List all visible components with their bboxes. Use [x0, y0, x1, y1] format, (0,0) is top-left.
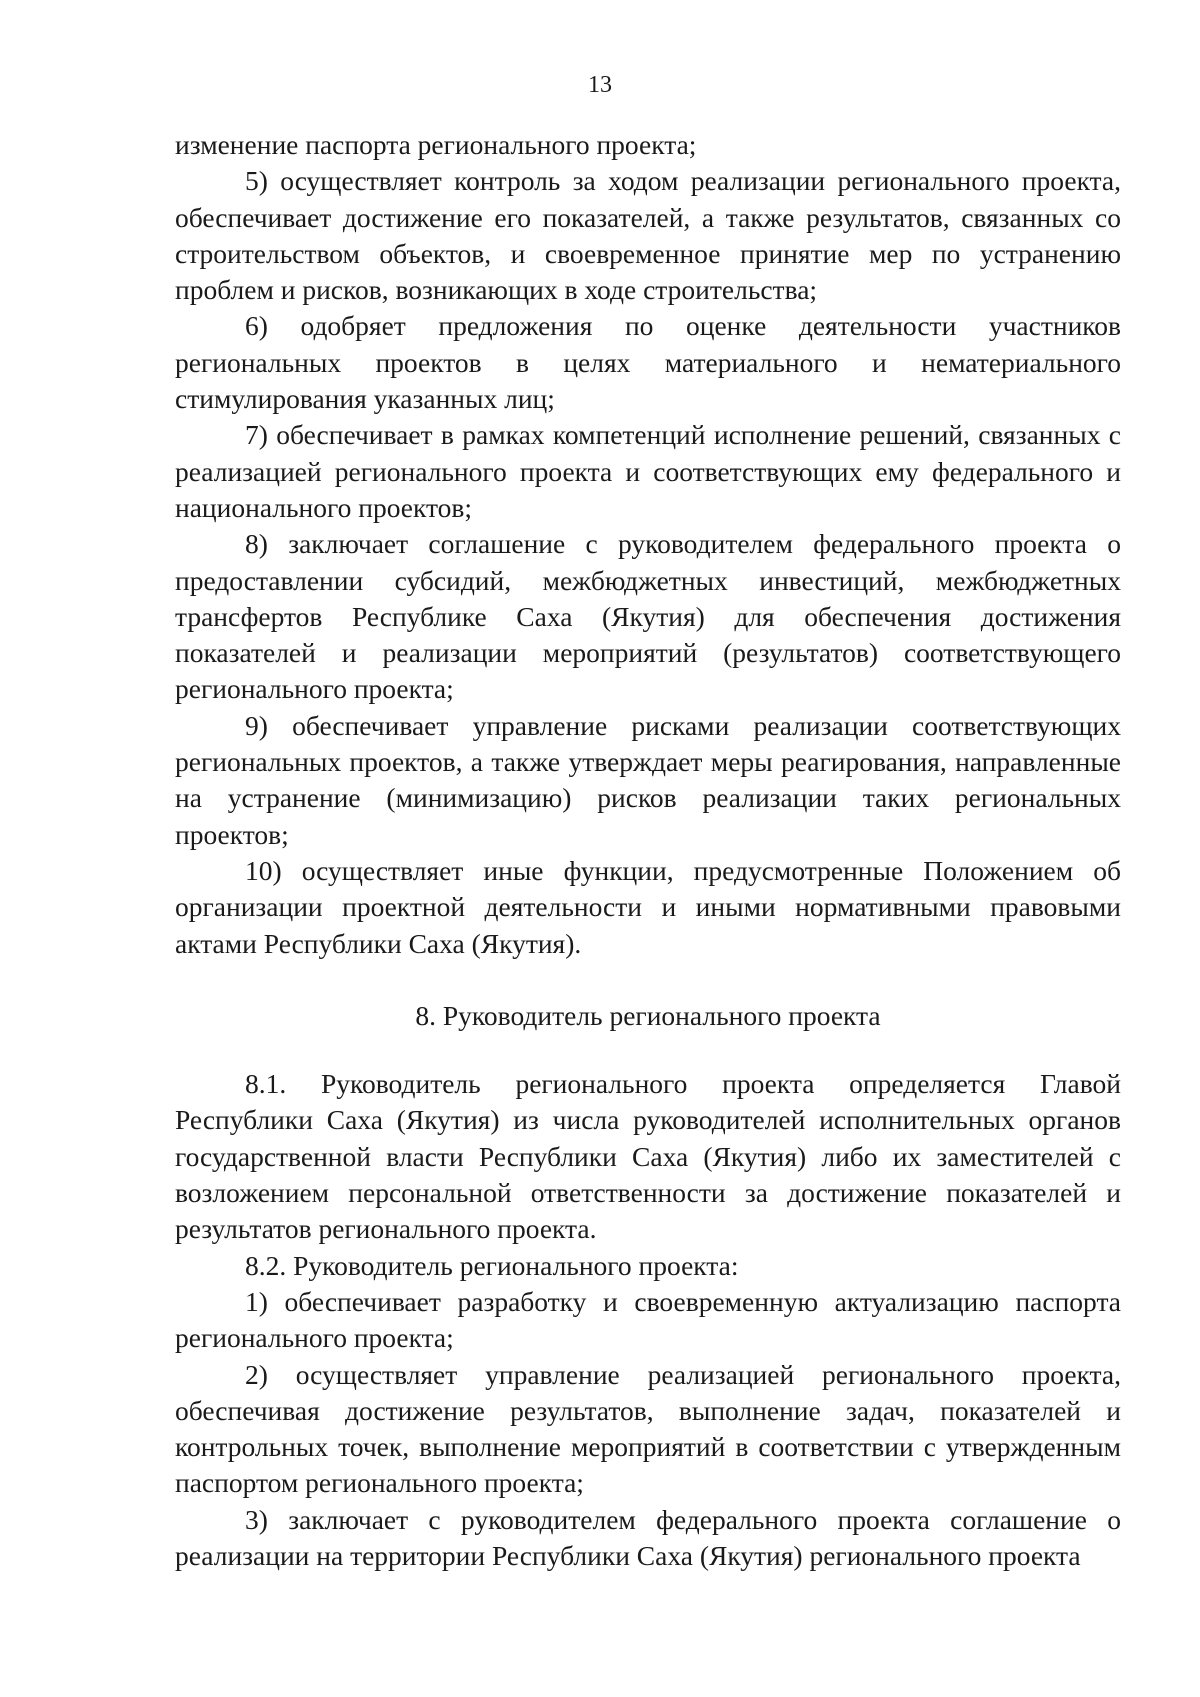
paragraph-item-5: 5) осуществляет контроль за ходом реализации регионального проекта, обеспечивает достижение его показателей, а также результатов, связанных со строительством объектов, и своевременное принятие мер по устранению проблем и рисков, возникающих в ходе строительства; — [175, 165, 1121, 306]
paragraph-item-6: 6) одобряет предложения по оценке деятельности участников региональных проектов в целях материального и нематериального стимулирования указанных лиц; — [175, 310, 1121, 415]
paragraph-8-2-item-2: 2) осуществляет управление реализацией регионального проекта, обеспечивая достижение результатов, выполнение задач, показателей и контрольных точек, выполнение мероприятий в соответствии с утвержденным паспортом регионального проекта; — [175, 1358, 1121, 1499]
paragraph-8-2-item-1: 1) обеспечивает разработку и своевременную актуализацию паспорта регионального проекта; — [175, 1285, 1121, 1354]
page-number: 13 — [588, 72, 612, 98]
paragraph-8-1: 8.1. Руководитель регионального проекта определяется Главой Республики Саха (Якутия) из числа руководителей исполнительных органов государственной власти Республики Саха (Якутия) либо их заместителей с возложением персональной ответственности за достижение показателей и результатов регионального проекта. — [175, 1068, 1121, 1245]
paragraph-8-2: 8.2. Руководитель регионального проекта: — [245, 1249, 739, 1281]
paragraph-continuation: изменение паспорта регионального проекта; — [175, 129, 697, 160]
paragraph-8-2-item-3: 3) заключает с руководителем федерального проекта соглашение о реализации на территории Республики Саха (Якутия) регионального проекта — [175, 1503, 1121, 1571]
document-body — [175, 127, 1121, 1574]
section-heading: 8. Руководитель регионального проекта — [415, 999, 881, 1031]
paragraph-item-7: 7) обеспечивает в рамках компетенций исполнение решений, связанных с реализацией регионального проекта и соответствующих ему федерального и национального проектов; — [175, 419, 1121, 523]
paragraph-item-9: 9) обеспечивает управление рисками реализации соответствующих региональных проектов, а также утверждает меры реагирования, направленные на устранение (минимизацию) рисков реализации таких региональных проектов; — [175, 709, 1121, 850]
paragraph-item-8: 8) заключает соглашение с руководителем федерального проекта о предоставлении субсидий, межбюджетных инвестиций, межбюджетных трансфертов Республике Саха (Якутия) для обеспечения достижения показателей и реализации мероприятий (результатов) соответствующего регионального проекта; — [175, 528, 1121, 705]
paragraph-item-10: 10) осуществляет иные функции, предусмотренные Положением об организации проектной деятельности и иными нормативными правовыми актами Республики Саха (Якутия). — [175, 854, 1121, 959]
